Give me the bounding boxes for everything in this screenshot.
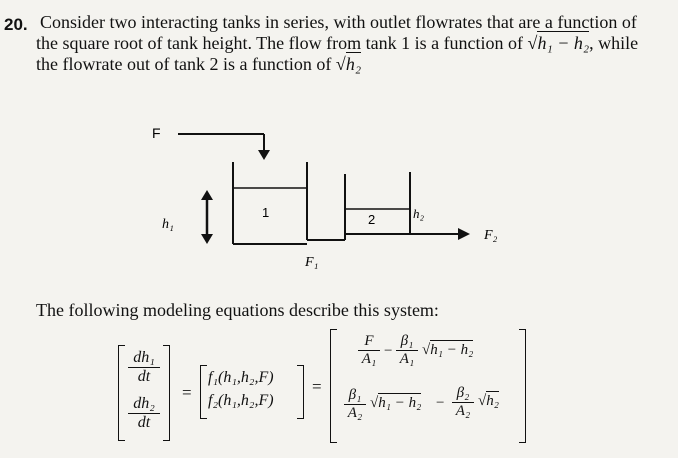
rhs-vector: [330, 329, 526, 441]
dh2-numerator: dh₂: [128, 395, 160, 414]
sqrt-symbol: √: [335, 54, 346, 74]
f-numerator: F: [358, 333, 380, 351]
h1-arrow-down: [201, 234, 213, 244]
rhs-left-bracket: [330, 329, 337, 443]
problem-line-3-text: the flowrate out of tank 2 is a function of: [36, 54, 336, 74]
sqrt-h1-minus-h2: h₁ − h₂: [537, 33, 590, 53]
sqrt-h1-h2-row1: √h₁ − h₂: [422, 342, 474, 358]
dh2-dt: [128, 395, 160, 432]
sqrt-h2-row2: √h₂: [478, 393, 499, 409]
sqrt-h2-radicand: h₂: [486, 393, 499, 409]
sqrt-h2: h₂: [345, 54, 362, 74]
tank-diagram: [140, 122, 520, 277]
function-vector: [200, 365, 304, 417]
a2-denominator-2: A₂: [455, 403, 471, 419]
f1-function: f₁(h₁,h₂,F): [208, 369, 274, 386]
problem-line-2-text: the square root of tank height. The flow from tank 1 is a function of: [36, 33, 528, 53]
sqrt-h1-h2-row2: √h₁ − h₂: [370, 395, 422, 411]
sqrt-h1-h2-row2-radicand: h₁ − h₂: [378, 395, 422, 411]
problem-line-1-text: Consider two interacting tanks in series, with outlet flowrates that are a function of: [40, 12, 637, 32]
rhs-right-bracket: [519, 329, 526, 443]
inlet-arrow-head: [258, 150, 270, 160]
problem-line-2: [36, 33, 638, 54]
inlet-flow-label: F: [152, 125, 161, 141]
tank-2-label: 2: [368, 212, 376, 227]
equals-sign-2: =: [312, 377, 322, 396]
a1-denominator-2: A₁: [399, 351, 415, 367]
equals-sign-1: =: [182, 383, 192, 402]
problem-line-3: [36, 54, 361, 75]
minus-sign-1: −: [384, 343, 393, 359]
equations-caption: The following modeling equations describe this system:: [36, 300, 439, 320]
beta1-over-a1: [396, 333, 418, 368]
tank-diagram-svg: [140, 122, 520, 272]
dh1-dt: [128, 349, 160, 386]
dh1-denominator: dt: [137, 368, 151, 385]
f1-label: F₁: [305, 255, 319, 270]
h1-arrow-up: [201, 190, 213, 200]
beta1-numerator: β₁: [396, 333, 418, 351]
a2-denominator: A₂: [347, 405, 363, 421]
a1-denominator: A₁: [361, 351, 377, 367]
tank-1-label: 1: [262, 205, 270, 220]
beta2-numerator: β₂: [452, 385, 474, 403]
problem-line-1: [40, 12, 637, 33]
dh2-denominator: dt: [137, 414, 151, 431]
lhs-left-bracket: [118, 345, 125, 441]
sqrt-symbol: √: [527, 33, 538, 53]
dh1-numerator: dh₁: [128, 349, 160, 368]
sqrt-h1-h2-row1-radicand: h₁ − h₂: [430, 342, 474, 358]
beta1-numerator-row2: β₁: [344, 387, 366, 405]
beta2-over-a2: [452, 385, 474, 420]
cropped-previous-text: [0, 0, 678, 8]
minus-sign-2: −: [436, 395, 445, 411]
f2-label: F₂: [484, 228, 498, 243]
f-over-a1: [358, 333, 380, 368]
lhs-vector: [118, 345, 170, 439]
mid-right-bracket: [297, 365, 304, 419]
outlet-arrow-head: [458, 228, 470, 240]
model-equations: [118, 325, 538, 445]
f2-function: f₂(h₁,h₂,F): [208, 392, 274, 409]
problem-number: 20.: [4, 15, 28, 34]
problem-line-2-end: , while: [589, 33, 639, 53]
beta1-over-a2: [344, 387, 366, 422]
lhs-right-bracket: [163, 345, 170, 441]
h2-label: h₂: [413, 206, 425, 221]
h1-label: h₁: [162, 217, 174, 232]
mid-left-bracket: [200, 365, 207, 419]
